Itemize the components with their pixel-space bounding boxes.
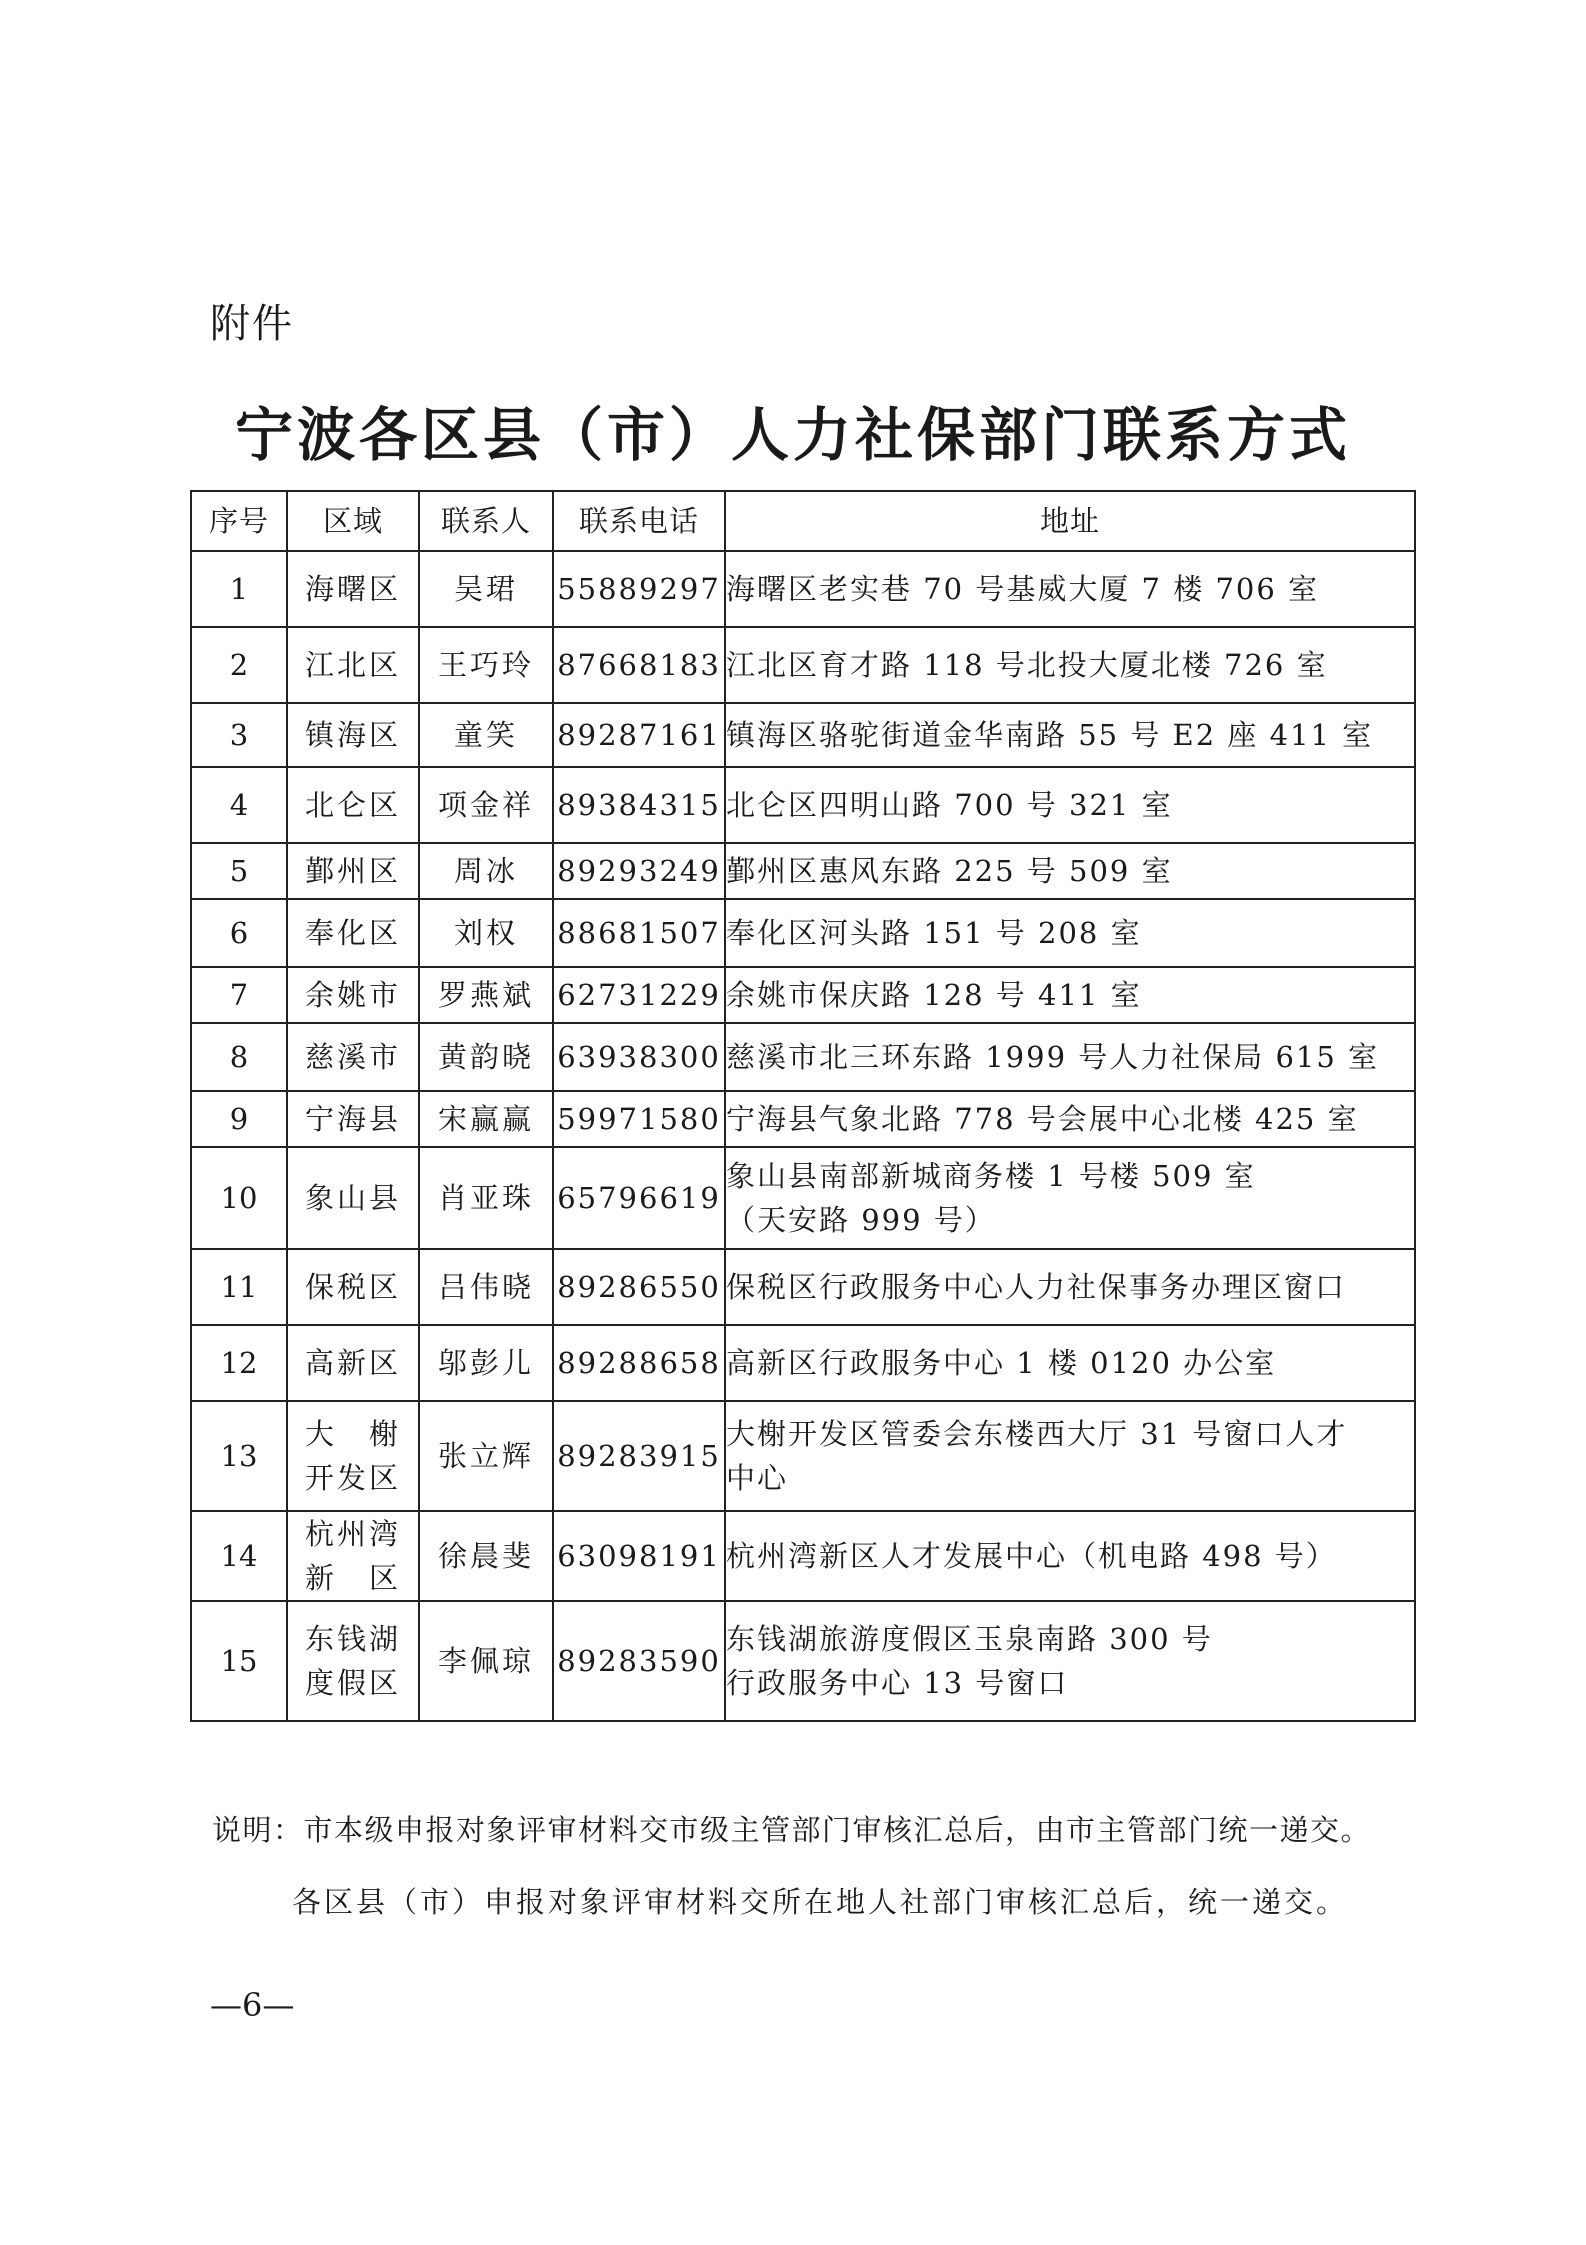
cell-area xyxy=(287,627,419,703)
area-line: 镇海区 xyxy=(304,718,401,752)
cell-contact-person: 童笑 xyxy=(419,703,553,767)
cell-address xyxy=(725,1091,1415,1147)
cell-address xyxy=(725,843,1415,899)
cell-phone: 89288658 xyxy=(553,1325,725,1401)
cell-address xyxy=(725,551,1415,627)
header-contact-person: 联系人 xyxy=(419,491,553,551)
cell-serial: 3 xyxy=(191,703,287,767)
cell-address xyxy=(725,767,1415,843)
cell-area xyxy=(287,1401,419,1511)
cell-contact-person: 罗燕斌 xyxy=(419,967,553,1023)
cell-phone: 89286550 xyxy=(553,1249,725,1325)
address-line: 鄞州区惠风东路 225 号 509 室 xyxy=(726,854,1173,888)
cell-area xyxy=(287,1147,419,1249)
table-row xyxy=(191,1401,1415,1511)
address-line: （天安路 999 号） xyxy=(726,1203,996,1237)
cell-contact-person: 李佩琼 xyxy=(419,1601,553,1721)
cell-address xyxy=(725,967,1415,1023)
table-body xyxy=(191,551,1415,1721)
cell-phone: 89384315 xyxy=(553,767,725,843)
cell-contact-person: 周冰 xyxy=(419,843,553,899)
cell-serial: 2 xyxy=(191,627,287,703)
cell-area xyxy=(287,551,419,627)
cell-area xyxy=(287,767,419,843)
area-line: 奉化区 xyxy=(304,916,401,950)
cell-phone: 59971580 xyxy=(553,1091,725,1147)
cell-serial: 6 xyxy=(191,899,287,967)
cell-address xyxy=(725,703,1415,767)
address-line: 余姚市保庆路 128 号 411 室 xyxy=(726,978,1142,1012)
table-row xyxy=(191,1249,1415,1325)
address-line: 大榭开发区管委会东楼西大厅 31 号窗口人才 xyxy=(726,1417,1348,1451)
cell-area xyxy=(287,1249,419,1325)
address-line: 保税区行政服务中心人力社保事务办理区窗口 xyxy=(726,1270,1347,1304)
cell-area xyxy=(287,1325,419,1401)
cell-address xyxy=(725,1249,1415,1325)
cell-area xyxy=(287,843,419,899)
table-row xyxy=(191,1601,1415,1721)
area-line: 鄞州区 xyxy=(304,854,401,888)
area-line: 象山县 xyxy=(304,1181,401,1215)
address-line: 慈溪市北三环东路 1999 号人力社保局 615 室 xyxy=(726,1040,1380,1074)
address-line: 宁海县气象北路 778 号会展中心北楼 425 室 xyxy=(726,1102,1359,1136)
cell-address xyxy=(725,627,1415,703)
cell-address xyxy=(725,1325,1415,1401)
table-header-row xyxy=(191,491,1415,551)
note-districts: 各区县（市）申报对象评审材料交所在地人社部门审核汇总后，统一递交。 xyxy=(292,1885,1349,1919)
cell-serial: 11 xyxy=(191,1249,287,1325)
cell-phone: 89287161 xyxy=(553,703,725,767)
page-title: 宁波各区县（市）人力社保部门联系方式 xyxy=(234,401,1351,469)
cell-phone: 65796619 xyxy=(553,1147,725,1249)
cell-area xyxy=(287,899,419,967)
area-line: 新 区 xyxy=(304,1561,401,1595)
cell-serial: 14 xyxy=(191,1511,287,1601)
cell-serial: 13 xyxy=(191,1401,287,1511)
cell-serial: 15 xyxy=(191,1601,287,1721)
table-row xyxy=(191,843,1415,899)
cell-contact-person: 刘权 xyxy=(419,899,553,967)
address-line: 东钱湖旅游度假区玉泉南路 300 号 xyxy=(726,1622,1213,1656)
table-row xyxy=(191,551,1415,627)
address-line: 海曙区老实巷 70 号基威大厦 7 楼 706 室 xyxy=(726,572,1320,606)
cell-serial: 9 xyxy=(191,1091,287,1147)
area-line: 大 榭 xyxy=(304,1417,401,1451)
cell-serial: 12 xyxy=(191,1325,287,1401)
cell-phone: 63098191 xyxy=(553,1511,725,1601)
cell-phone: 62731229 xyxy=(553,967,725,1023)
area-line: 北仑区 xyxy=(304,788,401,822)
table-row xyxy=(191,1325,1415,1401)
cell-contact-person: 吴珺 xyxy=(419,551,553,627)
cell-phone: 63938300 xyxy=(553,1023,725,1091)
area-line: 东钱湖 xyxy=(304,1622,401,1656)
cell-phone: 88681507 xyxy=(553,899,725,967)
address-line: 中心 xyxy=(726,1461,789,1495)
cell-area xyxy=(287,1511,419,1601)
note-explanation: 说明：市本级申报对象评审材料交市级主管部门审核汇总后，由市主管部门统一递交。 xyxy=(212,1813,1372,1847)
area-line: 宁海县 xyxy=(304,1102,401,1136)
table-row xyxy=(191,627,1415,703)
cell-address xyxy=(725,899,1415,967)
cell-serial: 7 xyxy=(191,967,287,1023)
cell-contact-person: 宋赢赢 xyxy=(419,1091,553,1147)
contacts-table xyxy=(190,490,1416,1722)
cell-phone: 89283590 xyxy=(553,1601,725,1721)
cell-area xyxy=(287,703,419,767)
address-line: 行政服务中心 13 号窗口 xyxy=(726,1666,1069,1700)
cell-serial: 1 xyxy=(191,551,287,627)
area-line: 海曙区 xyxy=(304,572,401,606)
cell-contact-person: 徐晨斐 xyxy=(419,1511,553,1601)
area-line: 余姚市 xyxy=(304,978,401,1012)
header-phone: 联系电话 xyxy=(553,491,725,551)
cell-contact-person: 吕伟晓 xyxy=(419,1249,553,1325)
cell-contact-person: 肖亚珠 xyxy=(419,1147,553,1249)
header-address: 地址 xyxy=(725,491,1415,551)
cell-serial: 4 xyxy=(191,767,287,843)
area-line: 开发区 xyxy=(304,1461,401,1495)
cell-contact-person: 邬彭儿 xyxy=(419,1325,553,1401)
attachment-label: 附件 xyxy=(210,301,294,347)
table-row xyxy=(191,1147,1415,1249)
page-number: —6— xyxy=(210,1986,295,2024)
area-line: 度假区 xyxy=(304,1666,401,1700)
cell-area xyxy=(287,1091,419,1147)
table-row xyxy=(191,899,1415,967)
cell-address xyxy=(725,1511,1415,1601)
address-line: 江北区育才路 118 号北投大厦北楼 726 室 xyxy=(726,648,1328,682)
cell-area xyxy=(287,1601,419,1721)
cell-contact-person: 黄韵晓 xyxy=(419,1023,553,1091)
table-row xyxy=(191,1091,1415,1147)
header-serial: 序号 xyxy=(191,491,287,551)
cell-phone: 89283915 xyxy=(553,1401,725,1511)
table-row xyxy=(191,1023,1415,1091)
cell-phone: 89293249 xyxy=(553,843,725,899)
area-line: 慈溪市 xyxy=(304,1040,401,1074)
cell-serial: 10 xyxy=(191,1147,287,1249)
cell-address xyxy=(725,1023,1415,1091)
cell-contact-person: 王巧玲 xyxy=(419,627,553,703)
address-line: 北仑区四明山路 700 号 321 室 xyxy=(726,788,1173,822)
address-line: 镇海区骆驼街道金华南路 55 号 E2 座 411 室 xyxy=(726,718,1374,752)
header-area: 区域 xyxy=(287,491,419,551)
cell-address xyxy=(725,1401,1415,1511)
cell-phone: 55889297 xyxy=(553,551,725,627)
cell-address xyxy=(725,1601,1415,1721)
cell-phone: 87668183 xyxy=(553,627,725,703)
cell-contact-person: 项金祥 xyxy=(419,767,553,843)
area-line: 保税区 xyxy=(304,1270,401,1304)
address-line: 象山县南部新城商务楼 1 号楼 509 室 xyxy=(726,1159,1256,1193)
area-line: 江北区 xyxy=(304,648,401,682)
cell-area xyxy=(287,967,419,1023)
area-line: 杭州湾 xyxy=(304,1517,401,1551)
table-row xyxy=(191,967,1415,1023)
table-row xyxy=(191,767,1415,843)
cell-address xyxy=(725,1147,1415,1249)
cell-contact-person: 张立辉 xyxy=(419,1401,553,1511)
address-line: 奉化区河头路 151 号 208 室 xyxy=(726,916,1142,950)
address-line: 高新区行政服务中心 1 楼 0120 办公室 xyxy=(726,1346,1277,1380)
cell-serial: 8 xyxy=(191,1023,287,1091)
address-line: 杭州湾新区人才发展中心（机电路 498 号） xyxy=(726,1539,1337,1573)
cell-area xyxy=(287,1023,419,1091)
area-line: 高新区 xyxy=(304,1346,401,1380)
table-row xyxy=(191,1511,1415,1601)
table-row xyxy=(191,703,1415,767)
cell-serial: 5 xyxy=(191,843,287,899)
